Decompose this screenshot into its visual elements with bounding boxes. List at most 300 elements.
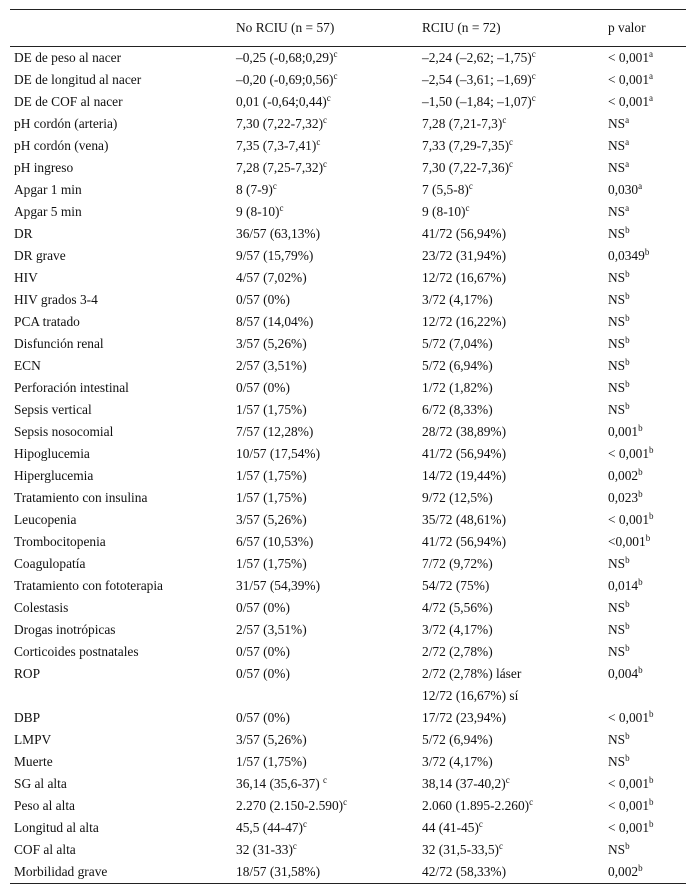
rciu-line bbox=[422, 267, 600, 289]
rciu-line bbox=[422, 223, 600, 245]
row-label bbox=[10, 421, 232, 443]
row-label bbox=[10, 817, 232, 839]
row-label bbox=[10, 69, 232, 91]
p-value-text: NS bbox=[608, 622, 626, 637]
table-row bbox=[10, 751, 686, 773]
p-value-text: NS bbox=[608, 314, 626, 329]
row-label-text: HIV grados 3-4 bbox=[14, 292, 98, 307]
rciu-text: 23/72 (31,94%) bbox=[422, 248, 507, 263]
p-value bbox=[604, 575, 686, 597]
rciu-text: 41/72 (56,94%) bbox=[422, 534, 507, 549]
row-label-text: DE de COF al nacer bbox=[14, 94, 123, 109]
row-label-text: HIV bbox=[14, 270, 38, 285]
table-row bbox=[10, 465, 686, 487]
no-rciu-value bbox=[232, 267, 418, 289]
no-rciu-footnote: c bbox=[323, 775, 328, 785]
no-rciu-value bbox=[232, 113, 418, 135]
no-rciu-value bbox=[232, 179, 418, 201]
no-rciu-text: 2/57 (3,51%) bbox=[236, 358, 307, 373]
rciu-text: 41/72 (56,94%) bbox=[422, 446, 507, 461]
no-rciu-value bbox=[232, 91, 418, 113]
rciu-text: 12/72 (16,67%) sí bbox=[422, 688, 519, 703]
table-row bbox=[10, 817, 686, 839]
p-value-text: NS bbox=[608, 204, 626, 219]
p-value-text: < 0,001 bbox=[608, 446, 650, 461]
rciu-text: 3/72 (4,17%) bbox=[422, 754, 493, 769]
no-rciu-value bbox=[232, 597, 418, 619]
p-value-footnote: a bbox=[625, 159, 630, 169]
p-value bbox=[604, 311, 686, 333]
p-value bbox=[604, 641, 686, 663]
no-rciu-value bbox=[232, 135, 418, 157]
rciu-value bbox=[418, 861, 604, 884]
no-rciu-footnote: c bbox=[323, 159, 328, 169]
rciu-text: 42/72 (58,33%) bbox=[422, 864, 507, 879]
row-label bbox=[10, 223, 232, 245]
no-rciu-value bbox=[232, 751, 418, 773]
no-rciu-footnote: c bbox=[292, 841, 297, 851]
p-value bbox=[604, 773, 686, 795]
row-label-text: Colestasis bbox=[14, 600, 69, 615]
rciu-footnote: c bbox=[468, 181, 473, 191]
rciu-value bbox=[418, 157, 604, 179]
p-value-text: NS bbox=[608, 116, 626, 131]
row-label bbox=[10, 135, 232, 157]
p-value-text: NS bbox=[608, 358, 626, 373]
p-value-footnote: b bbox=[649, 709, 654, 719]
row-label-text: Disfunción renal bbox=[14, 336, 104, 351]
table-row bbox=[10, 135, 686, 157]
table-row bbox=[10, 377, 686, 399]
rciu-line bbox=[422, 597, 600, 619]
p-value-footnote: b bbox=[649, 819, 654, 829]
table-row bbox=[10, 223, 686, 245]
no-rciu-text: 7/57 (12,28%) bbox=[236, 424, 314, 439]
p-value-text: 0,004 bbox=[608, 666, 639, 681]
rciu-value bbox=[418, 377, 604, 399]
rciu-value bbox=[418, 619, 604, 641]
row-label bbox=[10, 377, 232, 399]
rciu-footnote: c bbox=[531, 49, 536, 59]
row-label bbox=[10, 773, 232, 795]
results-table bbox=[10, 9, 686, 884]
rciu-value bbox=[418, 421, 604, 443]
rciu-text: 9 (8-10) bbox=[422, 204, 466, 219]
rciu-line bbox=[422, 47, 600, 69]
p-value-footnote: a bbox=[625, 203, 630, 213]
row-label bbox=[10, 267, 232, 289]
table-row bbox=[10, 443, 686, 465]
no-rciu-value bbox=[232, 795, 418, 817]
rciu-line bbox=[422, 817, 600, 839]
no-rciu-text: 10/57 (17,54%) bbox=[236, 446, 321, 461]
rciu-value bbox=[418, 509, 604, 531]
row-label-text: Peso al alta bbox=[14, 798, 75, 813]
no-rciu-value bbox=[232, 201, 418, 223]
p-value-text: NS bbox=[608, 380, 626, 395]
rciu-text: 3/72 (4,17%) bbox=[422, 622, 493, 637]
no-rciu-value bbox=[232, 839, 418, 861]
rciu-text: 44 (41-45) bbox=[422, 820, 479, 835]
no-rciu-text: 36,14 (35,6-37) bbox=[236, 776, 324, 791]
row-label-text: Apgar 1 min bbox=[14, 182, 82, 197]
table-row bbox=[10, 421, 686, 443]
row-label bbox=[10, 91, 232, 113]
no-rciu-value bbox=[232, 245, 418, 267]
p-value-text: 0,002 bbox=[608, 864, 639, 879]
rciu-text: 5/72 (6,94%) bbox=[422, 732, 493, 747]
no-rciu-text: 3/57 (5,26%) bbox=[236, 336, 307, 351]
row-label-text: Leucopenia bbox=[14, 512, 77, 527]
row-label-text: DR grave bbox=[14, 248, 66, 263]
rciu-text: 41/72 (56,94%) bbox=[422, 226, 507, 241]
row-label-text: Morbilidad grave bbox=[14, 864, 108, 879]
p-value-footnote: b bbox=[638, 577, 643, 587]
row-label-text: Corticoides postnatales bbox=[14, 644, 139, 659]
no-rciu-value bbox=[232, 773, 418, 795]
p-value bbox=[604, 91, 686, 113]
row-label-text: Apgar 5 min bbox=[14, 204, 82, 219]
table-header bbox=[10, 10, 686, 47]
row-label-text: LMPV bbox=[14, 732, 52, 747]
rciu-line bbox=[422, 751, 600, 773]
table-row bbox=[10, 157, 686, 179]
rciu-value bbox=[418, 333, 604, 355]
table-row bbox=[10, 707, 686, 729]
rciu-text: –2,24 (–2,62; –1,75) bbox=[422, 50, 532, 65]
p-value-footnote: a bbox=[625, 115, 630, 125]
p-value bbox=[604, 531, 686, 553]
no-rciu-footnote: c bbox=[323, 115, 328, 125]
row-label-text: Sepsis vertical bbox=[14, 402, 92, 417]
no-rciu-text: 7,30 (7,22-7,32) bbox=[236, 116, 324, 131]
rciu-value bbox=[418, 575, 604, 597]
row-label-text: Hipoglucemia bbox=[14, 446, 90, 461]
p-value-footnote: b bbox=[638, 665, 643, 675]
rciu-text: –1,50 (–1,84; –1,07) bbox=[422, 94, 532, 109]
rciu-line bbox=[422, 487, 600, 509]
p-value bbox=[604, 817, 686, 839]
row-label bbox=[10, 707, 232, 729]
rciu-text: 14/72 (19,44%) bbox=[422, 468, 507, 483]
table-row bbox=[10, 663, 686, 707]
p-value-footnote: b bbox=[625, 357, 630, 367]
no-rciu-footnote: c bbox=[302, 819, 307, 829]
header-p-valor: p valor bbox=[604, 10, 686, 47]
rciu-line bbox=[422, 795, 600, 817]
no-rciu-text: 6/57 (10,53%) bbox=[236, 534, 314, 549]
p-value-footnote: b bbox=[638, 863, 643, 873]
p-value bbox=[604, 201, 686, 223]
rciu-text: 54/72 (75%) bbox=[422, 578, 490, 593]
row-label-text: Sepsis nosocomial bbox=[14, 424, 114, 439]
row-label bbox=[10, 531, 232, 553]
rciu-line bbox=[422, 377, 600, 399]
p-value-text: 0,001 bbox=[608, 424, 639, 439]
rciu-text: 3/72 (4,17%) bbox=[422, 292, 493, 307]
p-value bbox=[604, 421, 686, 443]
p-value-footnote: b bbox=[625, 335, 630, 345]
no-rciu-value bbox=[232, 729, 418, 751]
no-rciu-value bbox=[232, 355, 418, 377]
rciu-text: 7/72 (9,72%) bbox=[422, 556, 493, 571]
rciu-footnote: c bbox=[478, 819, 483, 829]
rciu-text: 7,33 (7,29-7,35) bbox=[422, 138, 510, 153]
row-label bbox=[10, 795, 232, 817]
row-label-text: Tratamiento con fototerapia bbox=[14, 578, 163, 593]
rciu-line bbox=[422, 641, 600, 663]
p-value bbox=[604, 795, 686, 817]
no-rciu-value bbox=[232, 333, 418, 355]
table-row bbox=[10, 399, 686, 421]
no-rciu-value bbox=[232, 619, 418, 641]
p-value bbox=[604, 289, 686, 311]
rciu-value bbox=[418, 531, 604, 553]
p-value bbox=[604, 487, 686, 509]
rciu-value bbox=[418, 465, 604, 487]
rciu-text: 9/72 (12,5%) bbox=[422, 490, 493, 505]
p-value bbox=[604, 861, 686, 884]
p-value bbox=[604, 619, 686, 641]
rciu-text: 6/72 (8,33%) bbox=[422, 402, 493, 417]
rciu-value bbox=[418, 707, 604, 729]
rciu-value bbox=[418, 223, 604, 245]
table-row bbox=[10, 575, 686, 597]
no-rciu-value bbox=[232, 509, 418, 531]
row-label bbox=[10, 553, 232, 575]
table-row bbox=[10, 311, 686, 333]
no-rciu-text: 1/57 (1,75%) bbox=[236, 490, 307, 505]
row-label bbox=[10, 399, 232, 421]
rciu-line bbox=[422, 861, 600, 883]
p-value-footnote: b bbox=[649, 445, 654, 455]
p-value bbox=[604, 69, 686, 91]
no-rciu-value bbox=[232, 399, 418, 421]
p-value-text: 0,014 bbox=[608, 578, 639, 593]
p-value bbox=[604, 157, 686, 179]
rciu-line bbox=[422, 69, 600, 91]
p-value bbox=[604, 47, 686, 70]
no-rciu-text: 0/57 (0%) bbox=[236, 666, 290, 681]
p-value bbox=[604, 729, 686, 751]
no-rciu-text: 7,35 (7,3-7,41) bbox=[236, 138, 317, 153]
table-row bbox=[10, 641, 686, 663]
no-rciu-text: 7,28 (7,25-7,32) bbox=[236, 160, 324, 175]
table-row bbox=[10, 729, 686, 751]
no-rciu-value bbox=[232, 575, 418, 597]
rciu-line bbox=[422, 707, 600, 729]
rciu-text: 38,14 (37-40,2) bbox=[422, 776, 506, 791]
rciu-text: 1/72 (1,82%) bbox=[422, 380, 493, 395]
table-row bbox=[10, 179, 686, 201]
p-value bbox=[604, 135, 686, 157]
p-value-footnote: b bbox=[625, 401, 630, 411]
no-rciu-text: –0,20 (-0,69;0,56) bbox=[236, 72, 334, 87]
p-value-text: < 0,001 bbox=[608, 798, 650, 813]
p-value-text: NS bbox=[608, 754, 626, 769]
no-rciu-text: 0,01 (-0,64;0,44) bbox=[236, 94, 327, 109]
rciu-value bbox=[418, 839, 604, 861]
rciu-line bbox=[422, 729, 600, 751]
rciu-text: 7,28 (7,21-7,3) bbox=[422, 116, 503, 131]
no-rciu-text: 1/57 (1,75%) bbox=[236, 468, 307, 483]
rciu-line bbox=[422, 421, 600, 443]
rciu-line bbox=[422, 201, 600, 223]
no-rciu-value bbox=[232, 861, 418, 884]
rciu-footnote: c bbox=[509, 159, 514, 169]
row-label-text: Hiperglucemia bbox=[14, 468, 94, 483]
rciu-value bbox=[418, 113, 604, 135]
no-rciu-value bbox=[232, 377, 418, 399]
rciu-text: 2/72 (2,78%) láser bbox=[422, 666, 522, 681]
p-value-footnote: a bbox=[649, 49, 654, 59]
no-rciu-text: 9 (8-10) bbox=[236, 204, 280, 219]
p-value-text: NS bbox=[608, 402, 626, 417]
rciu-line bbox=[422, 135, 600, 157]
row-label-text: pH cordón (vena) bbox=[14, 138, 109, 153]
p-value-footnote: b bbox=[625, 313, 630, 323]
rciu-line bbox=[422, 465, 600, 487]
rciu-text: 12/72 (16,67%) bbox=[422, 270, 507, 285]
p-value-footnote: b bbox=[625, 753, 630, 763]
no-rciu-value bbox=[232, 641, 418, 663]
p-value-footnote: b bbox=[625, 643, 630, 653]
no-rciu-value bbox=[232, 553, 418, 575]
p-value-text: NS bbox=[608, 732, 626, 747]
p-value bbox=[604, 443, 686, 465]
rciu-line bbox=[422, 355, 600, 377]
p-value-text: NS bbox=[608, 600, 626, 615]
no-rciu-footnote: c bbox=[326, 93, 331, 103]
no-rciu-text: –0,25 (-0,68;0,29) bbox=[236, 50, 334, 65]
table-row bbox=[10, 91, 686, 113]
p-value bbox=[604, 707, 686, 729]
table-row bbox=[10, 47, 686, 70]
p-value bbox=[604, 553, 686, 575]
rciu-text: 4/72 (5,56%) bbox=[422, 600, 493, 615]
p-value-footnote: b bbox=[625, 599, 630, 609]
rciu-line bbox=[422, 245, 600, 267]
table-row bbox=[10, 355, 686, 377]
p-value-footnote: b bbox=[625, 731, 630, 741]
rciu-text: 5/72 (7,04%) bbox=[422, 336, 493, 351]
p-value bbox=[604, 223, 686, 245]
p-value-text: < 0,001 bbox=[608, 94, 650, 109]
rciu-text: 2.060 (1.895-2.260) bbox=[422, 798, 530, 813]
p-value-text: 0,0349 bbox=[608, 248, 645, 263]
rciu-line bbox=[422, 113, 600, 135]
rciu-value bbox=[418, 443, 604, 465]
row-label-text: COF al alta bbox=[14, 842, 76, 857]
no-rciu-value bbox=[232, 223, 418, 245]
no-rciu-value bbox=[232, 817, 418, 839]
row-label-text: Perforación intestinal bbox=[14, 380, 129, 395]
rciu-footnote: c bbox=[502, 115, 507, 125]
header-row bbox=[10, 10, 686, 47]
row-label-text: DE de peso al nacer bbox=[14, 50, 122, 65]
rciu-text: 7,30 (7,22-7,36) bbox=[422, 160, 510, 175]
p-value-text: < 0,001 bbox=[608, 820, 650, 835]
row-label-text: DBP bbox=[14, 710, 41, 725]
row-label-text: Tratamiento con insulina bbox=[14, 490, 148, 505]
row-label-text: pH cordón (arteria) bbox=[14, 116, 118, 131]
rciu-line bbox=[422, 839, 600, 861]
rciu-line bbox=[422, 531, 600, 553]
p-value-text: < 0,001 bbox=[608, 50, 650, 65]
p-value bbox=[604, 751, 686, 773]
table-row bbox=[10, 509, 686, 531]
row-label-text: Drogas inotrópicas bbox=[14, 622, 116, 637]
p-value-text: <0,001 bbox=[608, 534, 646, 549]
rciu-line bbox=[422, 685, 600, 707]
rciu-line bbox=[422, 179, 600, 201]
rciu-value bbox=[418, 355, 604, 377]
rciu-value bbox=[418, 267, 604, 289]
row-label-text: pH ingreso bbox=[14, 160, 74, 175]
row-label bbox=[10, 443, 232, 465]
no-rciu-value bbox=[232, 47, 418, 70]
p-value-text: NS bbox=[608, 842, 626, 857]
p-value bbox=[604, 113, 686, 135]
rciu-line bbox=[422, 553, 600, 575]
p-value-footnote: a bbox=[649, 71, 654, 81]
rciu-footnote: c bbox=[529, 797, 534, 807]
no-rciu-text: 0/57 (0%) bbox=[236, 292, 290, 307]
row-label bbox=[10, 619, 232, 641]
p-value-text: NS bbox=[608, 138, 626, 153]
p-value-text: < 0,001 bbox=[608, 710, 650, 725]
row-label bbox=[10, 289, 232, 311]
p-value-text: NS bbox=[608, 226, 626, 241]
p-value-text: NS bbox=[608, 644, 626, 659]
rciu-value bbox=[418, 135, 604, 157]
no-rciu-text: 32 (31-33) bbox=[236, 842, 293, 857]
no-rciu-footnote: c bbox=[343, 797, 348, 807]
no-rciu-text: 3/57 (5,26%) bbox=[236, 512, 307, 527]
p-value bbox=[604, 509, 686, 531]
row-label bbox=[10, 355, 232, 377]
p-value-footnote: a bbox=[625, 137, 630, 147]
rciu-footnote: c bbox=[505, 775, 510, 785]
row-label-text: ECN bbox=[14, 358, 41, 373]
rciu-line bbox=[422, 443, 600, 465]
rciu-value bbox=[418, 597, 604, 619]
p-value-text: NS bbox=[608, 556, 626, 571]
p-value-text: < 0,001 bbox=[608, 72, 650, 87]
p-value-footnote: b bbox=[625, 841, 630, 851]
rciu-text: 32 (31,5-33,5) bbox=[422, 842, 499, 857]
row-label-text: PCA tratado bbox=[14, 314, 80, 329]
no-rciu-text: 45,5 (44-47) bbox=[236, 820, 303, 835]
rciu-value bbox=[418, 179, 604, 201]
rciu-text: 5/72 (6,94%) bbox=[422, 358, 493, 373]
p-value-footnote: b bbox=[649, 797, 654, 807]
no-rciu-text: 1/57 (1,75%) bbox=[236, 556, 307, 571]
p-value-footnote: b bbox=[638, 423, 643, 433]
p-value-text: NS bbox=[608, 160, 626, 175]
row-label bbox=[10, 839, 232, 861]
no-rciu-text: 18/57 (31,58%) bbox=[236, 864, 321, 879]
table-row bbox=[10, 839, 686, 861]
p-value-text: 0,002 bbox=[608, 468, 639, 483]
rciu-text: 2/72 (2,78%) bbox=[422, 644, 493, 659]
rciu-text: 12/72 (16,22%) bbox=[422, 314, 507, 329]
row-label-text: DE de longitud al nacer bbox=[14, 72, 142, 87]
table-row bbox=[10, 487, 686, 509]
rciu-text: 28/72 (38,89%) bbox=[422, 424, 507, 439]
no-rciu-text: 0/57 (0%) bbox=[236, 644, 290, 659]
row-label bbox=[10, 245, 232, 267]
